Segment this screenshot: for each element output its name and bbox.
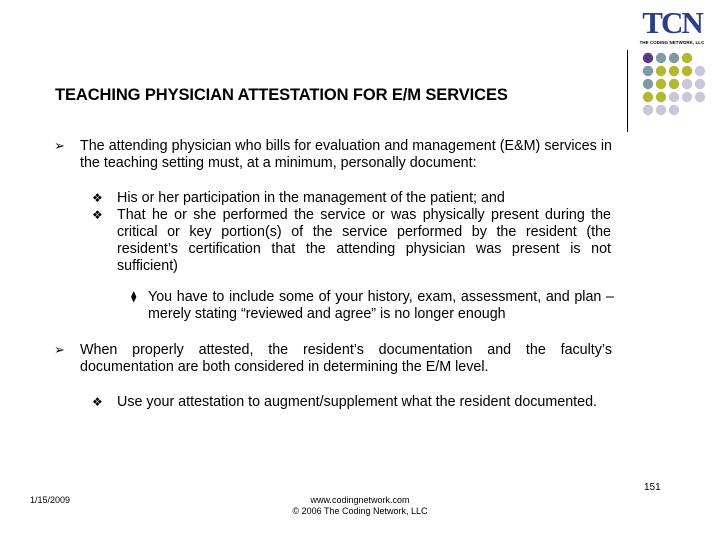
footer-center [210,495,510,517]
bullet-1-sub-2: That he or she performed the service or was physically present during the critical or key portion(s) of the service performed by the resident (the resident’s certification that the attending physician was present is not sufficient) [117,207,611,274]
dot-row-3 [643,79,705,89]
small-diamond-bullet-icon: ⧫ [131,290,137,303]
bullet-1-text: The attending physician who bills for evaluation and management (E&M) services in the teaching setting must, at a minimum, personally document: [80,138,612,171]
arrow-bullet-icon: ➢ [54,343,65,358]
footer-copyright: © 2006 The Coding Network, LLC [292,506,428,516]
bullet-1-sub-1: His or her participation in the management of the patient; and [117,190,505,206]
footer-website: www.codingnetwork.com [310,495,410,505]
bullet-2-sub-1: Use your attestation to augment/supplement what the resident documented. [117,394,598,410]
dot-row-4 [643,92,705,102]
arrow-bullet-icon: ➢ [54,139,65,154]
footer-date: 1/15/2009 [30,495,71,505]
page-number: 151 [644,482,661,493]
dot-row-2 [643,66,705,76]
divider-line [627,50,628,132]
logo-letters: TCN [642,5,702,40]
diamond-bullet-icon: ❖ [92,208,103,222]
bullet-1-sub-sub: You have to include some of your history, exam, assessment, and plan – merely stating “reviewed and agree” is no longer enough [148,289,614,322]
decorative-dot-grid [638,52,718,122]
company-logo [634,5,710,48]
dot-row-1 [643,53,692,63]
bullet-2-text: When properly attested, the resident’s documentation and the faculty’s documentation are both considered in determining the E/M level. [80,342,612,375]
diamond-bullet-icon: ❖ [92,191,103,205]
dot-row-5 [643,105,679,115]
diamond-bullet-icon: ❖ [92,395,103,409]
slide-title: TEACHING PHYSICIAN ATTESTATION FOR E/M SERVICES [55,86,508,104]
logo-tagline: THE CODING NETWORK, LLC [639,40,705,45]
